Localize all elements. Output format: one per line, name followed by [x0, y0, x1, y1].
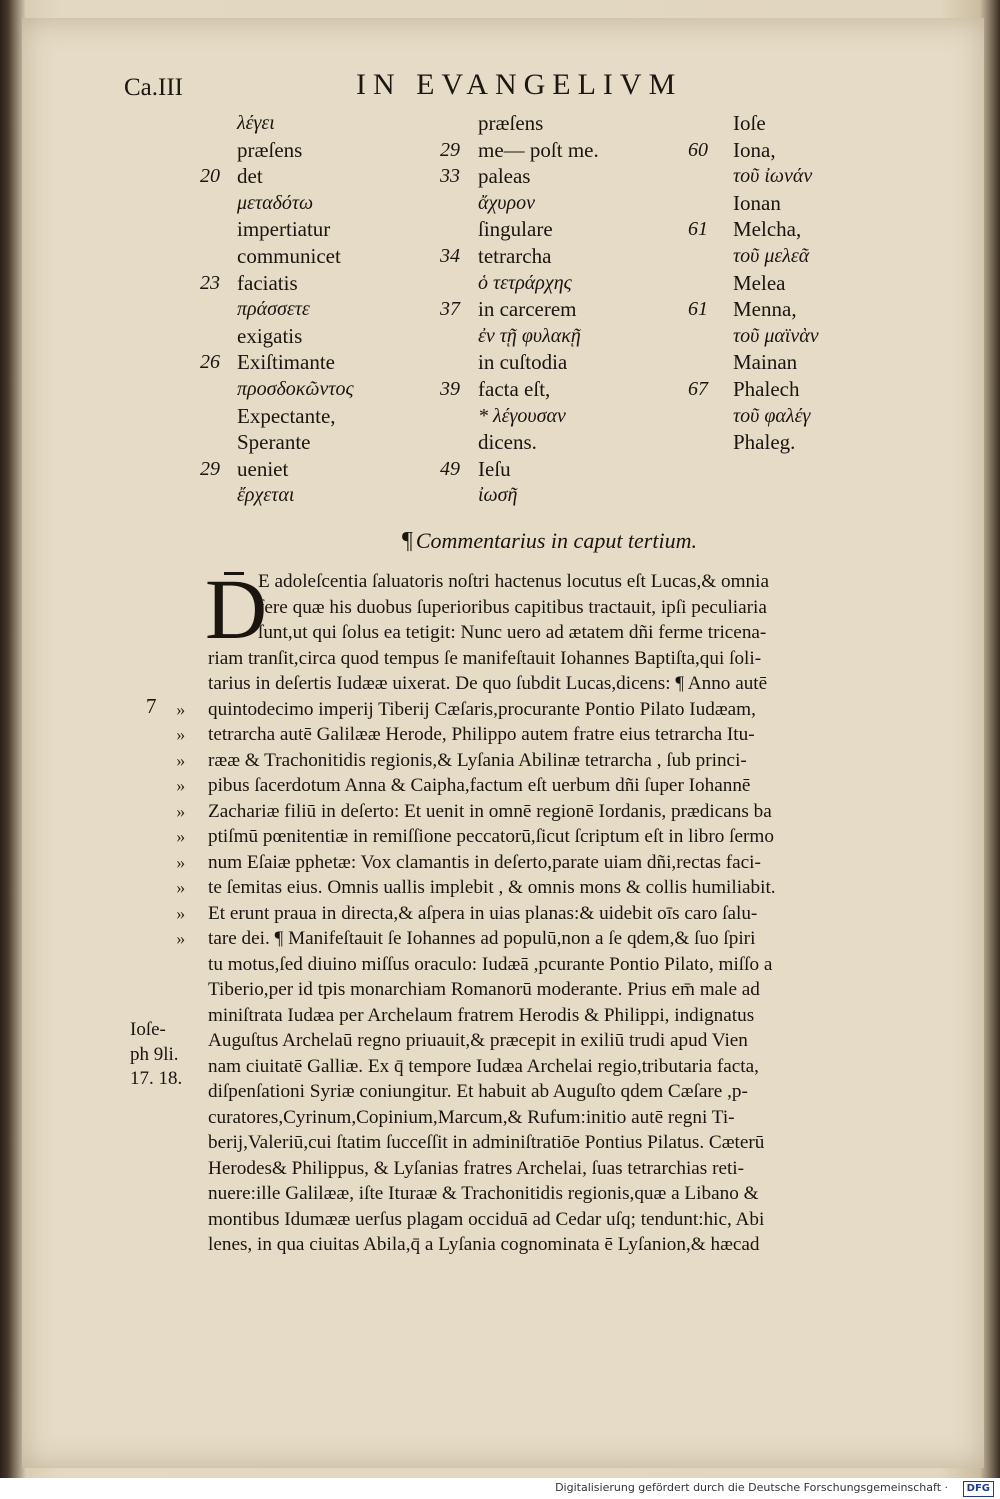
greek-term: τοῦ μαϊνὰν — [733, 324, 819, 347]
glossary-column-3 — [688, 110, 868, 456]
quote-mark: ›› — [176, 750, 184, 770]
latin-term: facta eſt, — [478, 376, 551, 401]
commentary-line: pibus ſacerdotum Anna & Caipha,factum eſt uerbum dñi ſuper Iohannē — [208, 775, 751, 796]
quote-mark: ›› — [176, 852, 184, 872]
glossary-entry — [200, 296, 410, 323]
glossary-entry — [688, 190, 868, 217]
glossary-entry — [200, 482, 410, 509]
latin-term: Iona, — [733, 137, 776, 162]
glossary-entry — [440, 376, 660, 403]
greek-term: λέγει — [237, 112, 275, 134]
glossary-entry — [440, 110, 660, 137]
commentary-title-text: Commentarius in caput tertium. — [415, 528, 697, 553]
glossary-entry — [440, 403, 660, 430]
verse-number: 61 — [688, 298, 708, 321]
quote-mark: ›› — [176, 878, 184, 897]
commentary-line: tu motus,ſed diuino miſſus oraculo: Iudæā ,pcurante Pontio Pilato, miſſo a — [208, 953, 773, 975]
latin-term: paleas — [478, 164, 531, 189]
latin-term: communicet — [237, 243, 341, 268]
latin-term: Ionan — [733, 190, 781, 215]
latin-term: det — [237, 164, 263, 189]
glossary-entry — [200, 190, 410, 217]
quote-mark: ›› — [176, 699, 184, 719]
glossary-entry — [200, 163, 410, 190]
commentary-line: tarius in deſertis Iudææ uixerat. De quo ſubdit Lucas,dicens: ¶ Anno autē — [208, 673, 768, 694]
greek-term: τοῦ ἰωνάν — [733, 165, 813, 188]
glossary-entry — [688, 110, 868, 137]
glossary-entry — [688, 376, 868, 403]
pilcrow-mark: ¶ — [402, 528, 413, 554]
verse-number: 49 — [440, 457, 460, 480]
commentary-line: riam tranſit,circa quod tempus ſe manifeſtauit Iohannes Baptiſta,qui ſoli- — [208, 647, 762, 669]
latin-term: exigatis — [237, 323, 303, 348]
latin-term: faciatis — [237, 270, 298, 295]
verse-number: 67 — [688, 377, 708, 400]
glossary-entry — [440, 429, 660, 456]
glossary-entry — [200, 243, 410, 270]
commentary-line: berij,Valeriū,cui ſtatim ſucceſſit in adminiſtratiōe Pontius Pilatus. Cæterū — [208, 1132, 765, 1153]
commentary-line: ptiſmū pœnitentiæ in remiſſione peccatorū,ſicut ſcriptum eſt in libro ſermo — [208, 826, 774, 847]
glossary-entry — [440, 190, 660, 217]
commentary-line: nam ciuitatē Galliæ. Ex q̄ tempore Iudæa Archelai regio,tributaria facta, — [208, 1055, 759, 1077]
verse-number: 20 — [200, 165, 220, 188]
latin-term: in carcerem — [478, 297, 577, 322]
commentary-heading — [402, 528, 697, 555]
margin-ref-line: Ioſe- — [130, 1019, 166, 1040]
glossary-entry — [688, 216, 868, 243]
latin-term: ſingulare — [478, 217, 553, 242]
glossary-entry — [440, 137, 660, 164]
running-head — [0, 0, 1000, 110]
greek-term: τοῦ μελεᾶ — [733, 244, 810, 267]
glossary-entry — [688, 243, 868, 270]
verse-number: 29 — [440, 138, 460, 161]
verse-number: 60 — [688, 138, 708, 161]
commentary-line: miniſtrata Iudæa per Archelaum fratrem Herodis & Philippi, indignatus — [208, 1004, 755, 1026]
glossary-entry — [440, 456, 660, 483]
glossary-entry — [440, 243, 660, 270]
verse-number: 33 — [440, 165, 460, 188]
latin-term: præſens — [478, 111, 544, 135]
glossary-entry — [200, 429, 410, 456]
glossary-entry — [200, 376, 410, 403]
verse-number: 39 — [440, 377, 460, 400]
latin-term: Phalech — [733, 376, 800, 401]
digitization-footer — [0, 1478, 1000, 1499]
glossary-entry — [200, 403, 410, 430]
greek-term: ὁ τετράρχης — [478, 271, 572, 294]
latin-term: me— poſt me. — [478, 137, 599, 162]
margin-ref-line: ph 9li. — [130, 1043, 179, 1065]
glossary-entry — [440, 296, 660, 323]
quote-mark: ›› — [176, 929, 184, 948]
commentary-line: Et erunt praua in directa,& aſpera in uias planas:& uidebit oīs caro ſalu- — [208, 902, 758, 924]
greek-term: ἔρχεται — [237, 484, 295, 507]
latin-term: in cuſtodia — [478, 350, 568, 375]
greek-term: ἐν τῇ φυλακῇ — [478, 324, 581, 347]
latin-term: impertiatur — [237, 217, 331, 242]
glossary-entry — [200, 216, 410, 243]
glossary-entry — [440, 349, 660, 376]
glossary-entry — [440, 323, 660, 350]
glossary-entry — [200, 323, 410, 350]
commentary-line: fere quæ his duobus ſuperioribus capitibus tractauit, ipſi peculiaria — [258, 596, 767, 618]
commentary-line: ſunt,ut qui ſolus ea tetigit: Nunc uero ad ætatem dñi ferme tricena- — [258, 622, 767, 643]
quote-mark: ›› — [176, 801, 184, 821]
commentary-line: curatores,Cyrinum,Copinium,Marcum,& Rufum:initio autē regni Ti- — [208, 1106, 735, 1128]
verse-number: 37 — [440, 298, 460, 321]
latin-term: Sperante — [237, 430, 311, 455]
verse-number: 29 — [200, 457, 220, 480]
commentary-line: E adoleſcentia ſaluatoris noſtri hactenus locutus eſt Lucas,& omnia — [258, 571, 769, 592]
latin-term: Exiſtimante — [237, 350, 335, 375]
verse-number: 23 — [200, 271, 220, 294]
glossary-entry — [200, 456, 410, 483]
commentary-line: nuere:ille Galilææ, iſte Ituraæ & Trachonitidis regionis,quæ a Libano & — [208, 1183, 759, 1204]
commentary-line: rææ & Trachonitidis regionis,& Lyſania Abilinæ tetrarcha , ſub princi- — [208, 749, 747, 771]
quote-mark: ›› — [176, 776, 184, 795]
glossary-entry — [688, 403, 868, 430]
glossary-entry — [688, 270, 868, 297]
commentary-line: tetrarcha autē Galilææ Herode, Philippo autem fratre eius tetrarcha Itu- — [208, 724, 755, 745]
glossary-entry — [440, 482, 660, 509]
commentary-line: Zachariæ filiū in deſerto: Et uenit in omnē regionē Iordanis, prædicans ba — [208, 800, 772, 822]
glossary-column-1 — [200, 110, 410, 509]
commentary-line: te ſemitas eius. Omnis uallis implebit , & omnis mons & collis humiliabit. — [208, 877, 776, 898]
greek-term: τοῦ φαλέγ — [733, 404, 811, 427]
quote-mark: ›› — [176, 725, 184, 744]
funding-notice: Digitalisierung gefördert durch die Deutsche Forschungsgemeinschaft · — [555, 1481, 948, 1494]
commentary-line: diſpenſationi Syriæ coniungitur. Et habuit ab Auguſto qdem Cæſare ,p- — [208, 1081, 748, 1102]
latin-term: Menna, — [733, 297, 797, 322]
latin-term: tetrarcha — [478, 243, 552, 268]
glossary-entry — [200, 110, 410, 137]
latin-term: Ieſu — [478, 456, 511, 481]
commentary-line: Auguſtus Archelaū regno priuauit,& præcepit in exiliū trudi apud Vien — [208, 1030, 748, 1051]
glossary-entry — [200, 137, 410, 164]
glossary-entry — [688, 137, 868, 164]
margin-verse-number: 7 — [146, 694, 157, 718]
latin-term: Ioſe — [733, 111, 766, 135]
glossary-entry — [200, 270, 410, 297]
glossary-entry — [200, 349, 410, 376]
commentary-line: num Eſaiæ pphetæ: Vox clamantis in deſerto,parate uiam dñi,rectas faci- — [208, 851, 761, 873]
running-title: IN EVANGELIVM — [356, 68, 683, 101]
commentary-line: quintodecimo imperij Tiberij Cæſaris,procurante Pontio Pilato Iudæam, — [208, 698, 756, 720]
commentary-line: lenes, in qua ciuitas Abila,q̄ a Lyſania cognominata ē Lyſanion,& hæcad — [208, 1234, 760, 1255]
latin-term: præſens — [237, 137, 303, 162]
glossary-entry — [688, 163, 868, 190]
commentary-line: Tiberio,per id tpis monarchiam Romanorū moderante. Prius em̄ male ad — [208, 979, 760, 1000]
verse-number: 26 — [200, 351, 220, 374]
verse-number: 61 — [688, 218, 708, 241]
latin-term: Expectante, — [237, 403, 336, 428]
latin-term: ueniet — [237, 456, 289, 481]
verse-number: 34 — [440, 244, 460, 267]
greek-term: ἰωσῆ — [478, 484, 518, 507]
greek-term: προσδοκῶντος — [237, 377, 354, 400]
glossary-entry — [688, 429, 868, 456]
commentary-line: Herodes& Philippus, & Lyſanias fratres Archelai, ſuas tetrarchias reti- — [208, 1157, 745, 1179]
latin-term: Phaleg. — [733, 430, 796, 455]
glossary-entry — [688, 323, 868, 350]
dfg-logo: DFG — [963, 1481, 994, 1497]
drop-cap: D — [205, 561, 268, 657]
greek-term: μεταδότω — [237, 191, 314, 214]
quote-mark: ›› — [176, 827, 184, 846]
latin-term: Melea — [733, 270, 786, 295]
margin-ref-line: 17. 18. — [130, 1068, 183, 1089]
latin-term: Mainan — [733, 350, 798, 375]
chapter-label: Ca.III — [124, 74, 183, 101]
commentary-line: tare dei. ¶ Manifeſtauit ſe Iohannes ad populū,non a ſe qdem,& ſuo ſpiri — [208, 928, 756, 949]
quote-mark: ›› — [176, 903, 184, 923]
glossary-entry — [688, 349, 868, 376]
glossary-column-2 — [440, 110, 660, 509]
glossary-entry — [440, 270, 660, 297]
greek-term: * λέγουσαν — [478, 404, 566, 427]
glossary-entry — [688, 296, 868, 323]
commentary-line: montibus Idumææ uerſus plagam occiduā ad Cedar uſq; tendunt:hic, Abi — [208, 1208, 765, 1230]
glossary-entry — [440, 216, 660, 243]
latin-term: dicens. — [478, 430, 537, 455]
greek-term: ἄχυρον — [478, 191, 535, 214]
greek-term: πράσσετε — [237, 298, 310, 321]
glossary-entry — [440, 163, 660, 190]
latin-term: Melcha, — [733, 217, 802, 242]
